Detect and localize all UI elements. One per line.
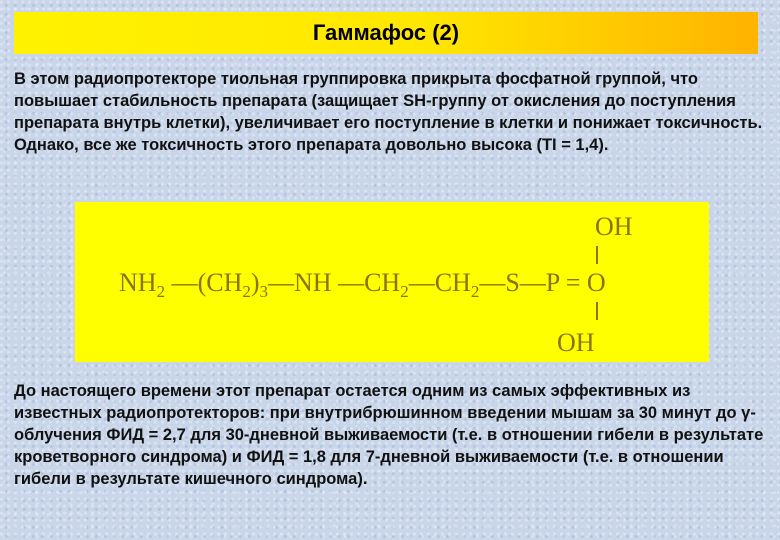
formula-s-p-o: —S—P = O: [479, 268, 606, 297]
formula-oh-bottom: OH: [557, 328, 595, 357]
formula-sub: 2: [400, 282, 409, 301]
paragraph-bottom: До настоящего времени этот препарат остается одним из самых эффективных из известных радиопротекторов: при внутрибрюшинном введении мышам за 30 минут до γ-облучения ФИД = 2,7 для 30-дневной выживаемости (т.е. в отношении гибели в результате кроветворного синдрома) и ФИД = 1,8 для 7-дневной выживаемости (т.е. в отношении гибели в результате кишечного синдрома).: [14, 382, 764, 488]
formula-sub: 3: [259, 282, 269, 301]
formula-bond-bottom: [596, 302, 598, 320]
formula-sub: 2: [242, 282, 251, 301]
formula-sub: 2: [156, 282, 166, 301]
paragraph-top: В этом радиопротекторе тиольная группировка прикрыта фосфатной группой, что повышает стабильность препарата (защищает SH-группу от окисления до поступления препарата внутрь клетки), увеличивает его поступление в клетки и понижает токсичность. Однако, все же токсичность этого препарата довольно высока (TI = 1,4).: [14, 70, 763, 154]
slide-title-bar: [14, 12, 758, 54]
formula-nh-ch: —NH —CH: [268, 268, 401, 297]
formula-bond-top: [596, 246, 598, 264]
formula-main-chain: [119, 268, 606, 301]
chemical-formula: [75, 202, 709, 362]
formula-ch: —CH: [408, 268, 471, 297]
slide-title: Гаммафос (2): [312, 20, 460, 45]
formula-oh-top: OH: [595, 212, 633, 241]
formula-nh: NH: [119, 268, 157, 297]
formula-paren: ): [250, 268, 260, 297]
formula-dash-ch: —(CH: [165, 268, 243, 297]
formula-sub: 2: [470, 282, 480, 301]
